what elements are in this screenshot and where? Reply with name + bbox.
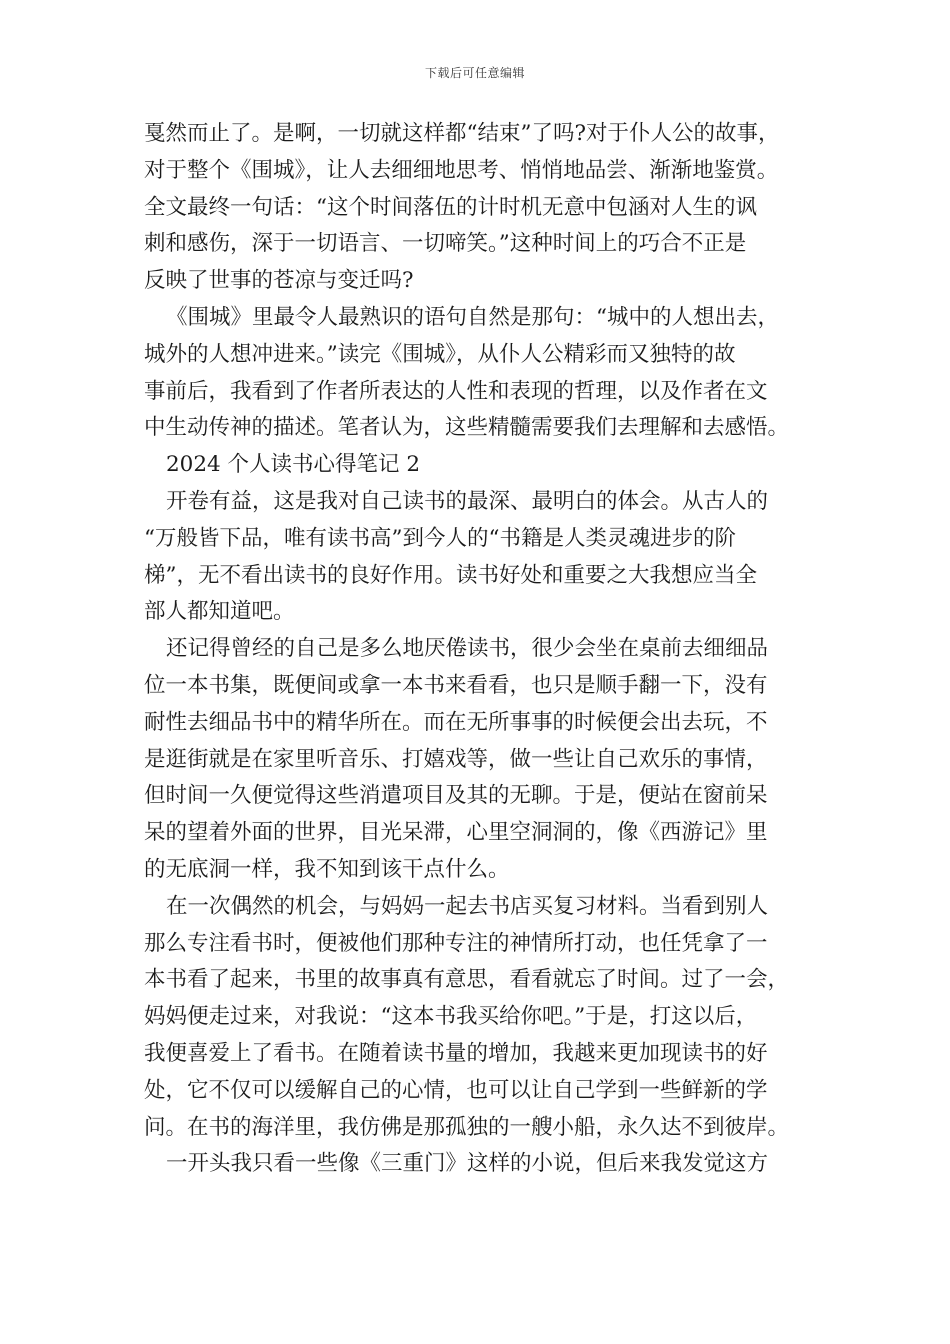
text-line: 《围城》里最令人最熟识的语句自然是那句：“城中的人想出去，: [166, 304, 779, 330]
text-line: 问。在书的海洋里，我仿佛是那孤独的一艘小船，永久达不到彼岸。: [144, 1114, 790, 1140]
text-line: 本书看了起来，书里的故事真有意思，看看就忘了时间。过了一会，: [144, 967, 790, 993]
text-line: 处，它不仅可以缓解自己的心情，也可以让自己学到一些鲜新的学: [144, 1077, 768, 1103]
text-line: 妈妈便走过来，对我说：“这本书我买给你吧。”于是，打这以后，: [144, 1004, 758, 1030]
text-line: “万般皆下品，唯有读书高”到今人的“书籍是人类灵魂进步的阶: [144, 525, 736, 551]
text-line: 那么专注看书时，便被他们那种专注的神情所打动，也任凭拿了一: [144, 930, 768, 956]
text-line: 我便喜爱上了看书。在随着读书量的增加，我越来更加现读书的好: [144, 1040, 768, 1066]
page-header: 下载后可任意编辑: [424, 66, 525, 80]
text-line: 戛然而止了。是啊，一切就这样都“结束”了吗?对于仆人公的故事，: [144, 121, 780, 146]
text-line: 一开头我只看一些像《三重门》这样的小说，但后来我发觉这方: [166, 1151, 769, 1177]
text-line: 是逛街就是在家里听音乐、打嬉戏等，做一些让自己欢乐的事情，: [144, 746, 768, 772]
text-line: 开卷有益，这是我对自己读书的最深、最明白的体会。从古人的: [166, 488, 769, 514]
text-line: 刺和感伤，深于一切语言、一切啼笑。”这种时间上的巧合不正是: [144, 231, 747, 257]
text-line: 城外的人想冲进来。”读完《围城》，从仆人公精彩而又独特的故: [144, 341, 736, 367]
text-line: 对于整个《围城》，让人去细细地思考、悄悄地品尝、渐渐地鉴赏。: [144, 157, 779, 183]
text-line: 还记得曾经的自己是多么地厌倦读书，很少会坐在桌前去细细品: [166, 636, 769, 662]
text-line: 全文最终一句话：“这个时间落伍的计时机无意中包涵对人生的讽: [144, 194, 757, 220]
text-line: 部人都知道吧。: [144, 599, 295, 625]
text-line: 但时间一久便觉得这些消遣项目及其的无聊。于是，便站在窗前呆: [144, 783, 768, 809]
text-line: 呆的望着外面的世界，目光呆滞，心里空洞洞的，像《西游记》里: [144, 820, 768, 846]
text-line: 位一本书集，既便间或拿一本书来看看，也只是顺手翻一下，没有: [144, 672, 768, 698]
section-heading: 2024 个人读书心得笔记 2: [166, 452, 421, 478]
text-line: 耐性去细品书中的精华所在。而在无所事事的时候便会出去玩，不: [144, 709, 768, 735]
text-line: 事前后，我看到了作者所表达的人性和表现的哲理，以及作者在文: [144, 378, 768, 404]
text-line: 梯”，无不看出读书的良好作用。读书好处和重要之大我想应当全: [144, 562, 757, 588]
text-line: 中生动传神的描述。笔者认为，这些精髓需要我们去理解和去感悟。: [144, 415, 790, 441]
document-body: [144, 116, 812, 1183]
text-line: 反映了世事的苍凉与变迁吗?: [144, 268, 414, 294]
text-line: 的无底洞一样，我不知到该干点什么。: [144, 856, 510, 882]
text-line: 在一次偶然的机会，与妈妈一起去书店买复习材料。当看到别人: [166, 893, 769, 919]
